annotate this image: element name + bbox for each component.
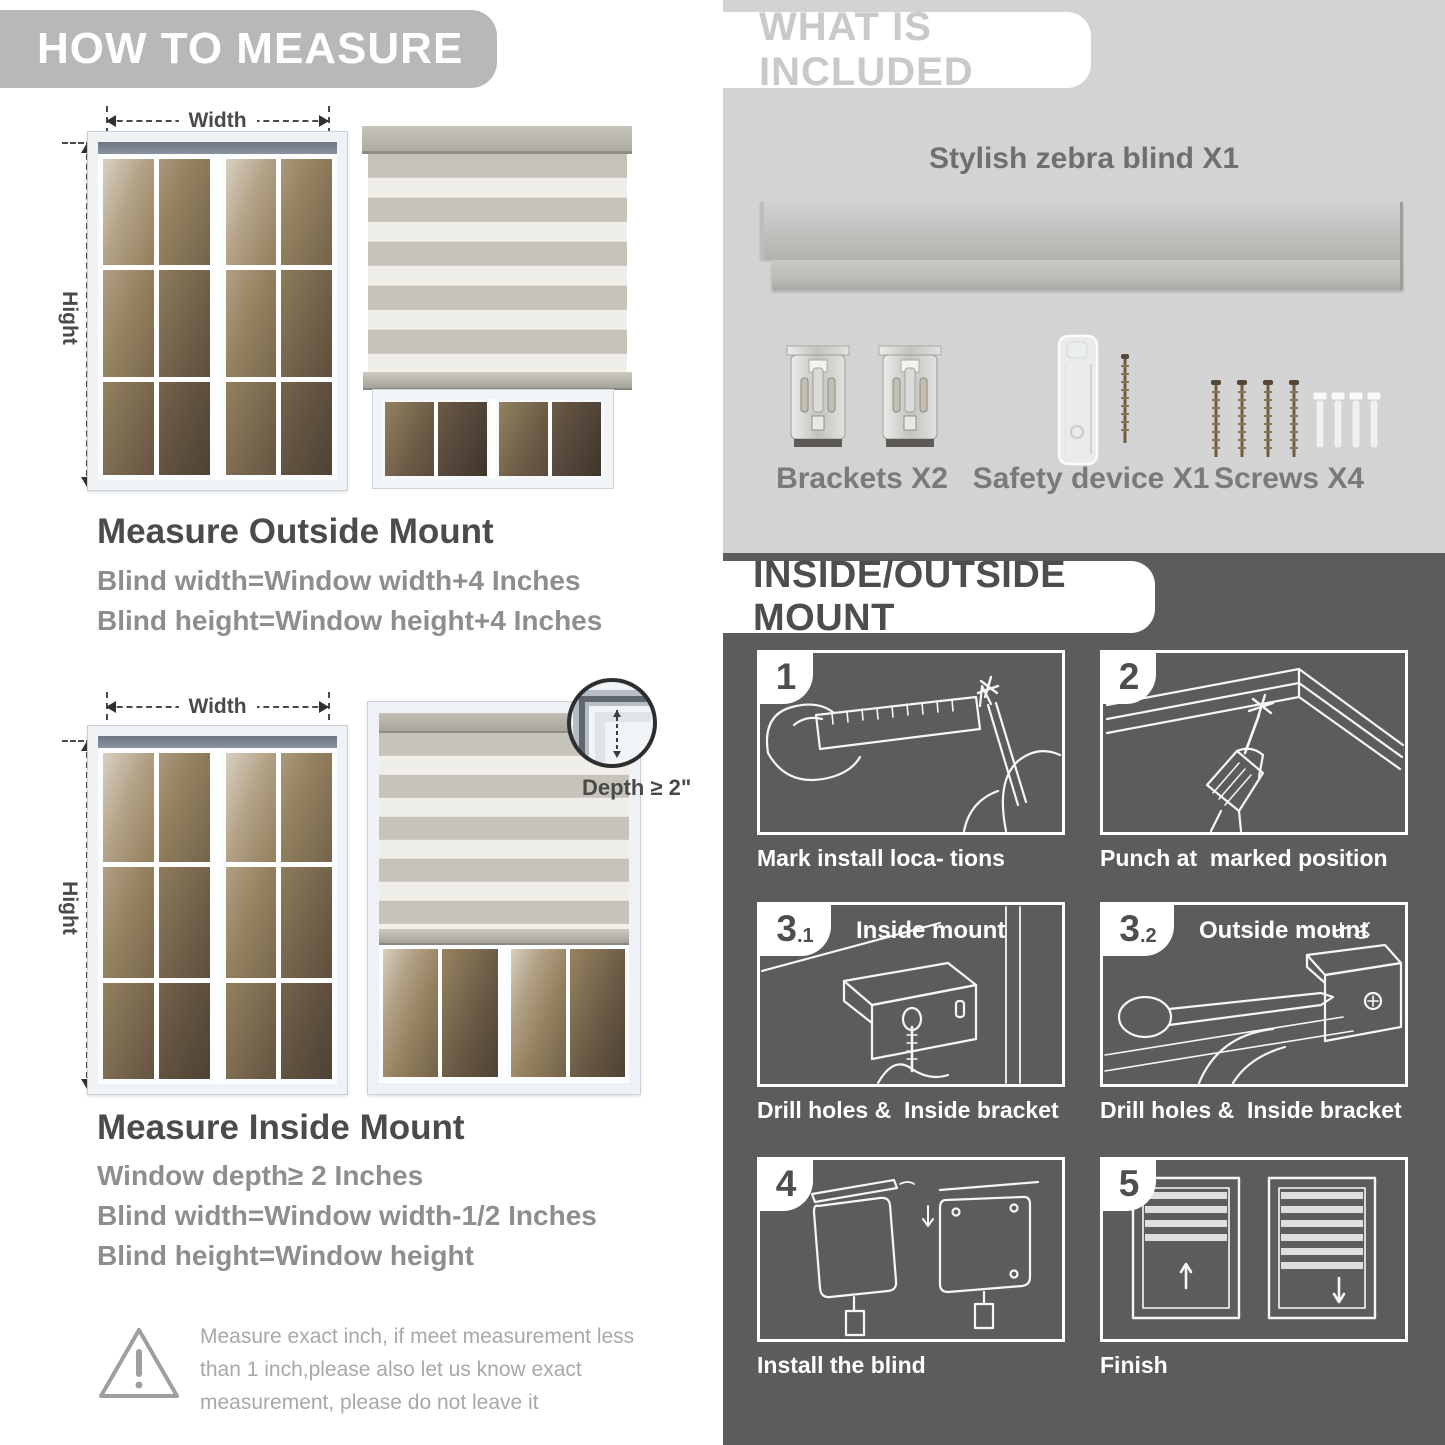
- mount-header: [723, 554, 1155, 639]
- screw-icon: [1211, 380, 1221, 457]
- screw-icon: [1289, 380, 1299, 457]
- screws-label: Screws X4: [1213, 462, 1365, 495]
- bracket-icon: [879, 346, 941, 447]
- screw-icon: [1263, 380, 1273, 457]
- window-sash-left: [98, 154, 215, 480]
- measure-outside-title: Measure Outside Mount: [97, 512, 494, 551]
- step-number-badge: 3 .2: [1102, 904, 1174, 956]
- window-sash-left: [98, 748, 215, 1084]
- step-5-caption: Finish: [1100, 1352, 1168, 1378]
- step-number-badge: 4: [759, 1159, 813, 1211]
- zebra-blind-label: Stylish zebra blind X1: [928, 142, 1240, 175]
- measurement-warning-text: Measure exact inch, if meet measurement less than 1 inch,please also let us know exact measurement, please do not leave it: [200, 1325, 635, 1414]
- mount-title: INSIDE/OUTSIDE MOUNT: [753, 554, 1067, 639]
- step-panel-3-2: [1100, 902, 1408, 1087]
- what-is-included-header: [723, 5, 1091, 94]
- brackets-label: Brackets X2: [776, 462, 948, 495]
- step-3-1-title: Inside mount: [856, 917, 1006, 944]
- step-panel-3-1: [757, 902, 1065, 1087]
- window-corner-detail-icon: [565, 676, 659, 770]
- window-pane: [379, 945, 502, 1081]
- inside-formula-depth: Window depth≥ 2 Inches: [97, 1160, 424, 1191]
- inside-formula-height: Blind height=Window height: [97, 1240, 474, 1271]
- step-number-badge: 2: [1102, 652, 1156, 704]
- anchor-icon: [1331, 392, 1345, 448]
- window-sash-right: [221, 748, 338, 1084]
- anchor-icon: [1313, 392, 1327, 448]
- how-to-measure-title: HOW TO MEASURE: [37, 24, 464, 73]
- width-label-inside: Width: [178, 693, 256, 721]
- width-arrow-inside: [107, 695, 328, 718]
- step-2-caption: Punch at marked position: [1100, 845, 1388, 871]
- blind-bottom-rail-inside: [379, 929, 629, 945]
- hight-label-outside: Hight: [57, 291, 81, 345]
- step-panel-4: [757, 1157, 1065, 1342]
- width-label-outside: Width: [178, 107, 256, 135]
- warning-triangle-icon: [95, 1322, 183, 1406]
- step-4-caption: Install the blind: [757, 1352, 926, 1378]
- window-pane: [496, 399, 604, 479]
- what-is-included-title: WHAT IS INCLUDED: [759, 5, 974, 94]
- blind-cassette-outside: [362, 126, 632, 154]
- screws-image: [1209, 378, 1385, 464]
- blind-valance-image: [772, 260, 1403, 290]
- step-number-badge: 1: [759, 652, 813, 704]
- measure-inside-title: Measure Inside Mount: [97, 1108, 465, 1147]
- width-arrow-outside: [107, 109, 328, 132]
- window-below-blind: [373, 390, 613, 488]
- window-top-shade: [98, 736, 337, 748]
- screw-icon: [1121, 354, 1129, 443]
- blind-headrail-image: [760, 202, 1403, 260]
- mount-section: [723, 553, 1445, 1445]
- depth-detail-circle: [565, 676, 659, 775]
- brackets-image: [785, 344, 945, 456]
- window-photo-outside: [88, 132, 347, 490]
- safety-device-label: Safety device X1: [972, 462, 1210, 495]
- window-photo-inside: [88, 726, 347, 1094]
- blind-fabric-outside: [368, 154, 627, 372]
- what-is-included-section: [723, 0, 1445, 553]
- blind-bottom-rail-outside: [363, 372, 632, 390]
- depth-label: Depth ≥ 2": [582, 775, 692, 800]
- step-number-badge: 3 .1: [759, 904, 831, 956]
- step-panel-5: [1100, 1157, 1408, 1342]
- step-panel-1: [757, 650, 1065, 835]
- screw-icon: [1237, 380, 1247, 457]
- right-panel: [723, 0, 1445, 1445]
- step-panel-2: [1100, 650, 1408, 835]
- inside-formula-width: Blind width=Window width-1/2 Inches: [97, 1200, 597, 1231]
- window-top-shade: [98, 142, 337, 154]
- bracket-icon: [787, 346, 849, 447]
- step-1-caption: Mark install loca- tions: [757, 845, 1005, 871]
- step-3-2-title: Outside mount: [1199, 917, 1369, 944]
- step-3-2-caption: Drill holes & Inside bracket: [1100, 1097, 1402, 1123]
- window-pane: [507, 945, 630, 1081]
- safety-device-image: [1055, 334, 1145, 468]
- step-3-1-caption: Drill holes & Inside bracket: [757, 1097, 1059, 1123]
- safety-device-icon: [1059, 336, 1097, 464]
- anchor-icon: [1349, 392, 1363, 448]
- outside-formula-width: Blind width=Window width+4 Inches: [97, 565, 581, 596]
- outside-formula-height: Blind height=Window height+4 Inches: [97, 605, 603, 636]
- hight-label-inside: Hight: [57, 881, 81, 935]
- window-sash-right: [221, 154, 338, 480]
- step-number-badge: 5: [1102, 1159, 1156, 1211]
- window-pane: [382, 399, 490, 479]
- anchor-icon: [1367, 392, 1381, 448]
- how-to-measure-header: [0, 10, 497, 88]
